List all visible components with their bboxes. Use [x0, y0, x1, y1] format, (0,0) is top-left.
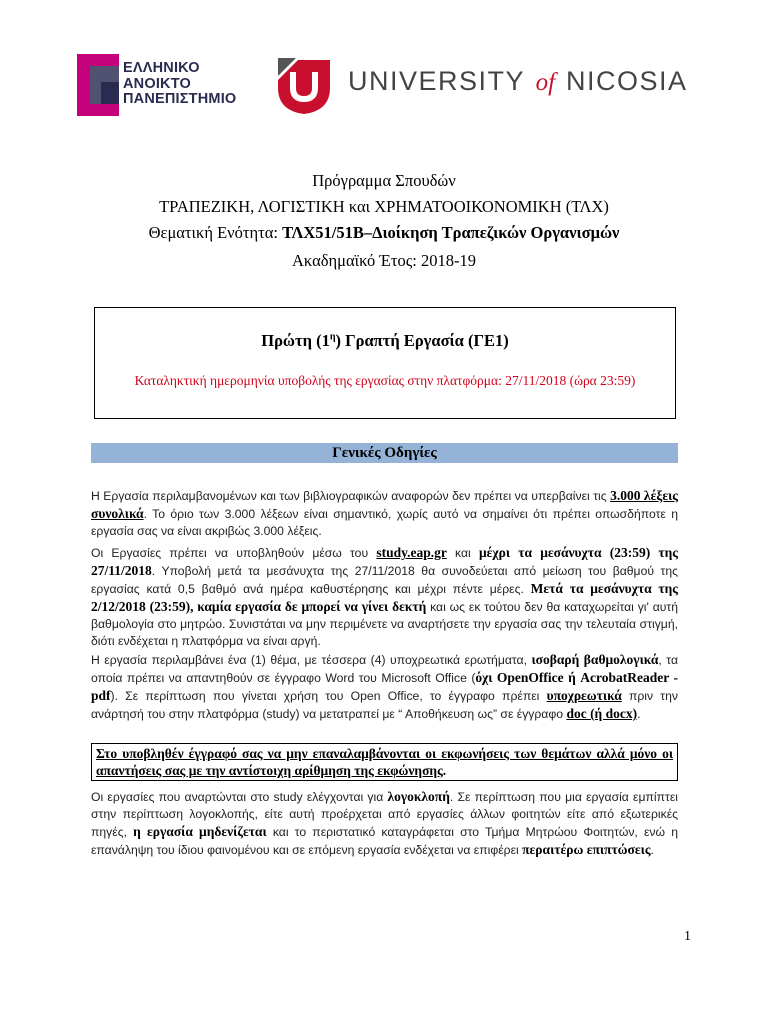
paragraph-word-limit [91, 487, 678, 540]
academic-year: Ακαδημαϊκό Έτος: 2018-19 [292, 251, 476, 270]
unic-logo-text [348, 66, 688, 97]
eap-logo-line3: ΠΑΝΕΠΙΣΤΗΜΙΟ [123, 91, 237, 107]
p3-text1: Η εργασία περιλαμβάνει ένα (1) θέμα, με τέσσερα (4) υποχρεωτικά ερωτήματα, [91, 653, 532, 667]
module-line [0, 223, 768, 243]
p4-bold-zeroed: η εργασία μηδενίζεται [133, 824, 267, 839]
p3-bold-not-openoffice: όχι OpenOffice ή AcrobatReader - pdf [91, 670, 678, 703]
eap-logo-text [123, 61, 236, 108]
p3-text3: ). Σε περίπτωση που γίνεται χρήση του Open Office, το έγγραφο πρέπει [110, 689, 547, 703]
assignment-box [94, 307, 676, 419]
p4-bold-plagiarism: λογοκλοπή [387, 789, 450, 804]
p2-text4: και ως εκ τούτου δεν θα καταχωρείται γι' αυτή βαθμολογία στο μητρώο. Συνιστάται να μην περιμένετε να αναρτήσετε την εργασία σας την τελευταία στιγμή, διότι ενδέχεται η πλατφόρμα να είναι αργή. [91, 600, 678, 648]
unic-shield-icon [276, 58, 332, 114]
section-heading-general-instructions: Γενικές Οδηγίες [91, 443, 678, 463]
assignment-title-sup: η [329, 331, 336, 343]
p3-text4: πριν την ανάρτησή του στην πλατφόρμα (study) να μετατραπεί με “ Αποθήκευση ως” σε έγγραφο [91, 689, 678, 721]
eap-logo-line1: ΕΛΛΗΝΙΚΟ [123, 60, 200, 76]
p3-text2: , τα οποία πρέπει να απαντηθούν σε έγγραφο Word του Microsoft Office ( [91, 653, 678, 685]
page-number: 1 [684, 929, 691, 944]
notice-text: Στο υποβληθέν έγγραφό σας να μην επαναλαμβάνονται οι εκφωνήσεις των θεμάτων αλλά μόνο οι απαντήσεις σας με την αντίστοιχη αρίθμηση της εκφώνησης [96, 746, 673, 778]
unic-logo-of: of [535, 69, 556, 96]
study-platform-link[interactable]: study.eap.gr [376, 545, 447, 560]
p1-bold-word-count: 3.000 λέξεις συνολικά [91, 488, 679, 521]
assignment-title-part1: Πρώτη (1 [261, 331, 330, 350]
p2-text3: . Υποβολή μετά τα μεσάνυχτα της 27/11/2018 θα συνοδεύεται από μείωση του βαθμού της εργασίας κατά 0,5 βαθμό ανά ημέρα καθυστέρησης και μέχρι πέντε μέρες. [91, 564, 678, 596]
notice-end: . [442, 763, 447, 778]
unic-logo-university: UNIVERSITY [348, 66, 525, 96]
p3-text5: . [637, 707, 641, 721]
assignment-title-part2: ) Γραπτή Εργασία (ΓΕ1) [335, 331, 509, 350]
p4-bold-consequences: περαιτέρω επιπτώσεις [522, 842, 651, 857]
p2-text1: Οι Εργασίες πρέπει να υποβληθούν μέσω του [91, 546, 377, 560]
p3-bold-equal-weight: ισοβαρή βαθμολογικά [531, 652, 659, 667]
paragraph-plagiarism [91, 788, 678, 859]
program-label: Πρόγραμμα Σπουδών [312, 171, 456, 190]
p1-text2: . Το όριο των 3.000 λέξεων είναι σημαντικό, χωρίς αυτό να σημαίνει ότι πρέπει οπωσδήποτε η εργασία σας να είναι ακριβώς 3.000 λέξεις. [91, 507, 678, 538]
p3-bold-doc-format: doc (ή docx) [566, 706, 638, 721]
unic-logo-nicosia: NICOSIA [566, 66, 688, 96]
eap-logo-line2: ΑΝΟΙΚΤΟ [123, 75, 191, 92]
p3-bold-mandatory: υποχρεωτικά [546, 688, 622, 703]
p1-text1: Η Εργασία περιλαμβανομένων και των βιβλιογραφικών αναφορών δεν πρέπει να υπερβαίνει τις [91, 489, 611, 503]
module-title: ΤΛΧ51/51Β–Διοίκηση Τραπεζικών Οργανισμών [282, 223, 620, 242]
unic-logo [276, 58, 688, 118]
module-label: Θεματική Ενότητα: [148, 223, 283, 242]
p4-text3: και το περιστατικό καταγράφεται στο Τμήμα Μητρώου Φοιτητών, ενώ η επανάληψη του ίδιου φαινομένου και σε επόμενη εργασία ενδέχεται να επιφέρει [91, 825, 678, 857]
p4-text2: . Σε περίπτωση που μια εργασία εμπίπτει στην περίπτωση λογοκλοπής, είτε αυτή προέρχεται από εργασίες άλλων φοιτητών είτε από εξωτερικές πηγές, [91, 790, 678, 839]
program-title: ΤΡΑΠΕΖΙΚΗ, ΛΟΓΙΣΤΙΚΗ και ΧΡΗΜΑΤΟΟΙΚΟΝΟΜΙΚΗ (ΤΛΧ) [159, 197, 609, 216]
p2-text2: και [446, 546, 479, 560]
eap-logo-mark-icon [77, 52, 121, 118]
p2-bold-deadline: μέχρι τα μεσάνυχτα (23:59) της 27/11/2018 [91, 545, 678, 578]
notice-box [91, 743, 678, 781]
paragraph-format [91, 651, 678, 723]
p4-text4: . [650, 843, 654, 857]
submission-deadline: Καταληκτική ημερομηνία υποβολής της εργασίας στην πλατφόρμα: 27/11/2018 (ώρα 23:59) [134, 373, 636, 388]
assignment-title [95, 331, 675, 351]
p4-text1: Οι εργασίες που αναρτώνται στο study ελέγχονται για [91, 790, 388, 804]
eap-logo [77, 52, 257, 120]
paragraph-submission [91, 544, 678, 650]
p2-bold-late-limit: Μετά τα μεσάνυχτα της 2/12/2018 (23:59), καμία εργασία δε μπορεί να γίνει δεκτή [91, 581, 678, 614]
